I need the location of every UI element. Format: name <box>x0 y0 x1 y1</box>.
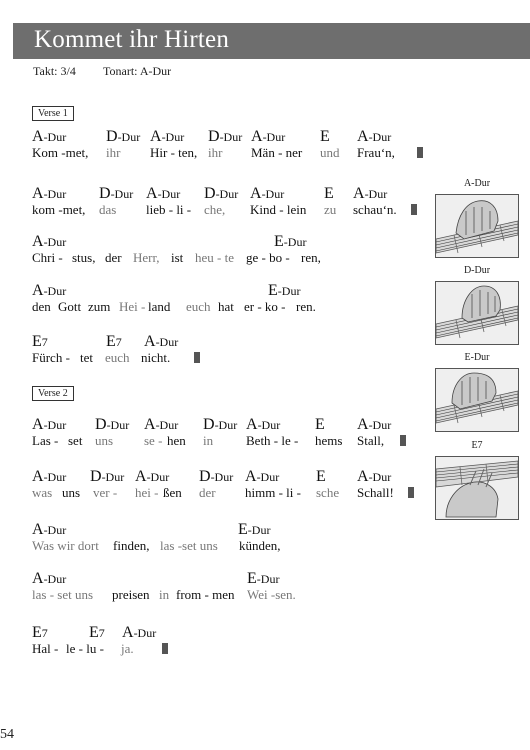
lyric: Hal - <box>32 641 59 656</box>
guitar-fretboard-icon <box>436 457 518 519</box>
lyric: uns <box>62 485 81 500</box>
chord: A-Dur <box>357 128 392 145</box>
song-title: Kommet ihr Hirten <box>34 26 230 53</box>
verse-1-line-5 <box>0 333 430 373</box>
lyric: Män - ner <box>251 145 303 160</box>
lyric: se - <box>144 433 163 448</box>
line-end-mark <box>417 147 423 158</box>
chord: A-Dur <box>146 185 181 202</box>
lyric: künden, <box>239 538 281 553</box>
lyric: hat <box>218 299 234 314</box>
lyric: stus, <box>72 250 96 265</box>
key-signature: Tonart: A-Dur <box>103 64 172 78</box>
page-number: 54 <box>0 727 14 742</box>
lyric: tet <box>80 350 93 365</box>
chord: A-Dur <box>32 416 67 433</box>
chord: A-Dur <box>245 468 280 485</box>
lyric: Chri - <box>32 250 63 265</box>
chord: E <box>320 128 330 145</box>
lyric: kom -met, <box>32 202 86 217</box>
lyric: Kom -met, <box>32 145 89 160</box>
chord: E7 <box>106 333 122 350</box>
chord: E <box>316 468 326 485</box>
lyric: hei - <box>135 485 159 500</box>
lyric: Hei - <box>119 299 146 314</box>
lyric: Kind - lein <box>250 202 307 217</box>
lyric: Las - <box>32 433 59 448</box>
chord: D-Dur <box>199 468 234 485</box>
chord: A-Dur <box>144 416 179 433</box>
lyric: in <box>203 433 214 448</box>
chord: D-Dur <box>204 185 239 202</box>
lyric: ßen <box>163 485 182 500</box>
lyric: euch <box>186 299 211 314</box>
line-end-mark <box>400 435 406 446</box>
lyric: zum <box>88 299 111 314</box>
lyric: las -set uns <box>160 538 218 553</box>
chord: A-Dur <box>32 570 67 587</box>
lyric: hems <box>315 433 343 448</box>
verse-2-line-3 <box>0 521 430 561</box>
lyric: was <box>32 485 53 500</box>
chord: D-Dur <box>95 416 130 433</box>
lyric: uns <box>95 433 114 448</box>
chord: D-Dur <box>203 416 238 433</box>
verse-2-line-4 <box>0 570 430 610</box>
chord: E-Dur <box>274 233 307 250</box>
lyric: ist <box>171 250 184 265</box>
lyric: lieb - li - <box>146 202 192 217</box>
lyric: Wei -sen. <box>247 587 296 602</box>
chord: E-Dur <box>268 282 301 299</box>
verse-1-line-2 <box>0 185 430 225</box>
chord: A-Dur <box>32 233 67 250</box>
chord: D-Dur <box>106 128 141 145</box>
lyric: in <box>159 587 170 602</box>
chord: D-Dur <box>99 185 134 202</box>
chord-diagram-a-dur <box>435 194 519 258</box>
chord: E-Dur <box>238 521 271 538</box>
lyric: Schall! <box>357 485 394 500</box>
line-end-mark <box>162 643 168 654</box>
chord: E-Dur <box>247 570 280 587</box>
verse-2-line-1 <box>0 416 430 456</box>
lyric: land <box>148 299 171 314</box>
chord: A-Dur <box>32 521 67 538</box>
line-end-mark <box>194 352 200 363</box>
verse-1-line-3 <box>0 233 430 273</box>
diagram-label-e-dur: E-Dur <box>464 352 490 363</box>
lyric: from - men <box>176 587 235 602</box>
lyric: schau‘n. <box>353 202 397 217</box>
verse-1-label: Verse 1 <box>32 106 74 121</box>
diagram-label-e7: E7 <box>471 440 483 451</box>
lyric: ge - bo - <box>246 250 290 265</box>
lyric: nicht. <box>141 350 171 365</box>
lyric: euch <box>105 350 130 365</box>
lyric: Stall, <box>357 433 385 448</box>
guitar-fretboard-icon <box>436 282 518 344</box>
chord: A-Dur <box>122 624 157 641</box>
lyric: sche <box>316 485 340 500</box>
verse-2-line-5 <box>0 624 430 664</box>
lyric: er - ko - <box>244 299 286 314</box>
chord: E <box>324 185 334 202</box>
verse-1-line-1 <box>0 128 430 168</box>
lyric: le - lu - <box>66 641 104 656</box>
lyric: heu - te <box>195 250 234 265</box>
lyric: zu <box>324 202 337 217</box>
lyric: ihr <box>106 145 121 160</box>
lyric: finden, <box>113 538 150 553</box>
lyric: che, <box>204 202 226 217</box>
diagram-label-d-dur: D-Dur <box>463 265 491 276</box>
lyric: der <box>105 250 122 265</box>
chord-diagram-e-dur <box>435 368 519 432</box>
chord: A-Dur <box>246 416 281 433</box>
lyric: Frau‘n, <box>357 145 395 160</box>
lyric: ver - <box>93 485 118 500</box>
line-end-mark <box>411 204 417 215</box>
chord: A-Dur <box>250 185 285 202</box>
lyric: der <box>199 485 216 500</box>
verse-2-line-2 <box>0 468 430 508</box>
lyric: ren, <box>301 250 321 265</box>
time-signature: Takt: 3/4 <box>33 64 76 78</box>
chord: A-Dur <box>144 333 179 350</box>
lyric: ihr <box>208 145 223 160</box>
verse-2-label: Verse 2 <box>32 386 74 401</box>
lyric: Beth - le - <box>246 433 299 448</box>
lyric: hen <box>167 433 186 448</box>
chord: E <box>315 416 325 433</box>
chord: D-Dur <box>90 468 125 485</box>
lyric: Hir - ten, <box>150 145 198 160</box>
lyric: Gott <box>58 299 82 314</box>
chord: A-Dur <box>357 468 392 485</box>
chord: A-Dur <box>135 468 170 485</box>
chord: A-Dur <box>357 416 392 433</box>
chord-diagram-d-dur <box>435 281 519 345</box>
lyric: ren. <box>296 299 316 314</box>
chord: A-Dur <box>32 185 67 202</box>
lyric: Herr, <box>133 250 160 265</box>
chord: A-Dur <box>150 128 185 145</box>
guitar-fretboard-icon <box>436 195 518 257</box>
lyric: das <box>99 202 117 217</box>
lyric: den <box>32 299 51 314</box>
lyric: preisen <box>112 587 150 602</box>
diagram-label-a-dur: A-Dur <box>463 178 491 189</box>
verse-1-line-4 <box>0 282 430 322</box>
lyric: Was wir dort <box>32 538 99 553</box>
chord: A-Dur <box>32 282 67 299</box>
chord: A-Dur <box>32 128 67 145</box>
lyric: Fürch - <box>32 350 70 365</box>
guitar-fretboard-icon <box>436 369 518 431</box>
chord: A-Dur <box>32 468 67 485</box>
lyric: und <box>320 145 340 160</box>
chord: D-Dur <box>208 128 243 145</box>
chord-diagram-e7 <box>435 456 519 520</box>
chord: A-Dur <box>353 185 388 202</box>
line-end-mark <box>408 487 414 498</box>
lyric: las - set uns <box>32 587 94 602</box>
chord: E7 <box>32 624 48 641</box>
lyric: set <box>68 433 83 448</box>
chord: E7 <box>32 333 48 350</box>
lyric: ja. <box>121 641 134 656</box>
chord: E7 <box>89 624 105 641</box>
title-bar <box>13 23 530 59</box>
lyric: himm - li - <box>245 485 301 500</box>
chord: A-Dur <box>251 128 286 145</box>
